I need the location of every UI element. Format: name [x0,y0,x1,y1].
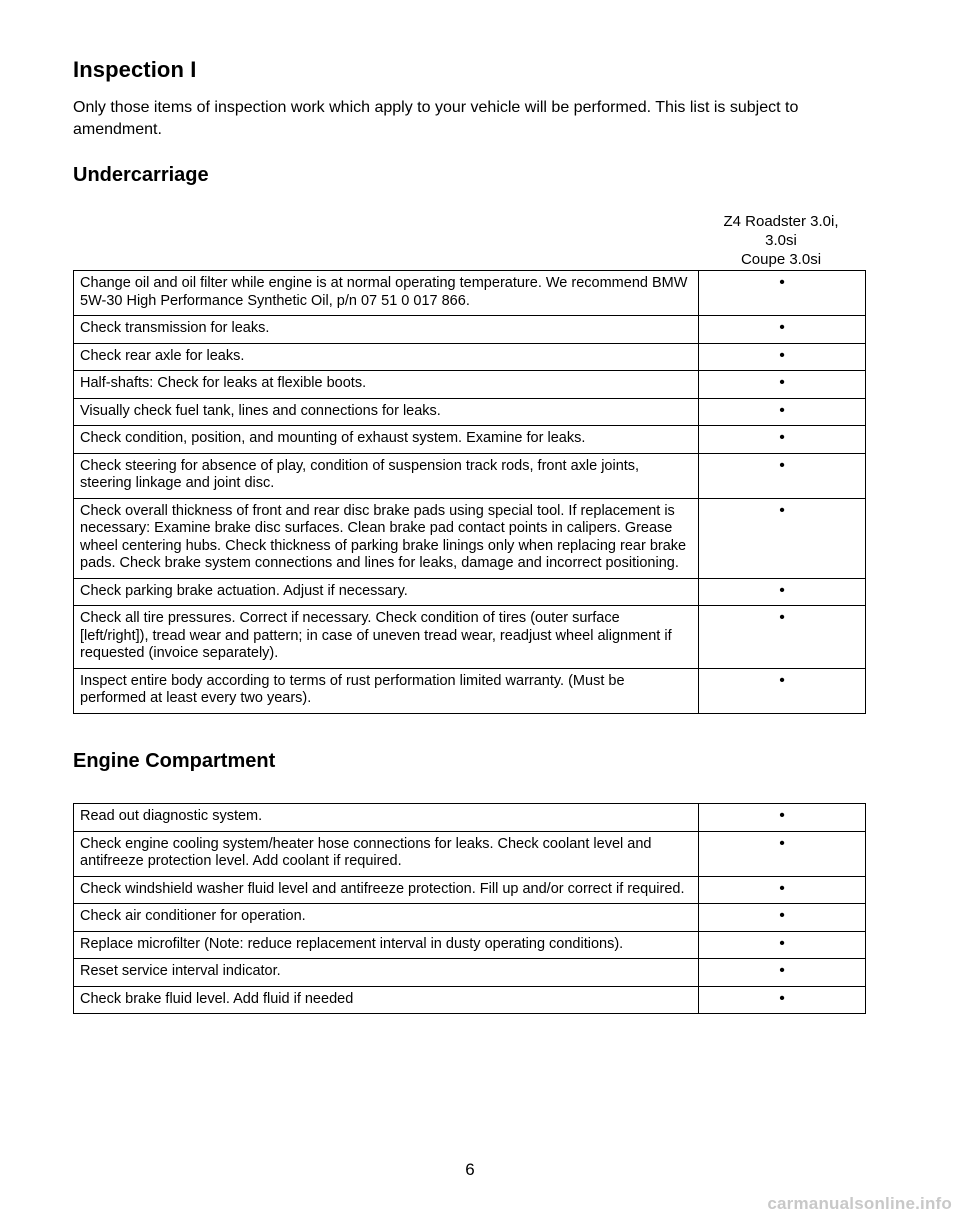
bullet-icon: • [779,456,785,474]
table-row [74,931,866,959]
applies-cell [699,876,866,904]
table-row [74,426,866,454]
applies-cell [699,271,866,316]
table-row [74,959,866,987]
bullet-icon: • [779,879,785,897]
task-description: Check steering for absence of play, condition of suspension track rods, front axle joints, steering linkage and joint disc. [74,453,699,498]
model-column-header [700,212,862,269]
task-description: Replace microfilter (Note: reduce replacement interval in dusty operating conditions). [74,931,699,959]
bullet-icon: • [779,989,785,1007]
table-row [74,316,866,344]
applies-cell [699,931,866,959]
task-description: Check engine cooling system/heater hose connections for leaks. Check coolant level and antifreeze protection level. Add coolant if required. [74,831,699,876]
engine-compartment-table [73,803,866,1014]
task-description: Visually check fuel tank, lines and connections for leaks. [74,398,699,426]
applies-cell [699,606,866,669]
bullet-icon: • [779,401,785,419]
table-row [74,904,866,932]
task-description: Check air conditioner for operation. [74,904,699,932]
task-description: Change oil and oil filter while engine is at normal operating temperature. We recommend BMW 5W-30 High Performance Synthetic Oil, p/n 07 51 0 017 866. [74,271,699,316]
model-header-line: 3.0si [765,232,797,249]
task-description: Reset service interval indicator. [74,959,699,987]
bullet-icon: • [779,907,785,924]
applies-cell [699,904,866,932]
task-description: Check parking brake actuation. Adjust if necessary. [74,578,699,606]
bullet-icon: • [779,274,785,291]
table-row [74,831,866,876]
table-row [74,876,866,904]
table-row [74,271,866,316]
intro-paragraph: Only those items of inspection work which apply to your vehicle will be performed. This list is subject to amendment. [73,99,799,138]
bullet-icon: • [779,962,785,979]
model-header-line: Coupe 3.0si [740,251,822,268]
table-row [74,986,866,1014]
page-number: 6 [465,1160,475,1179]
task-description: Inspect entire body according to terms of rust performation limited warranty. (Must be performed at least every two years). [74,668,699,713]
applies-cell [699,668,866,713]
task-description: Check condition, position, and mounting of exhaust system. Examine for leaks. [74,426,699,454]
task-description: Check rear axle for leaks. [74,343,699,371]
bullet-icon: • [779,934,785,952]
table-row [74,398,866,426]
task-description: Check brake fluid level. Add fluid if needed [74,986,699,1014]
applies-cell [699,371,866,399]
table-row [74,453,866,498]
bullet-icon: • [779,346,785,364]
applies-cell [699,986,866,1014]
undercarriage-table [73,270,866,714]
applies-cell [699,343,866,371]
task-description: Check windshield washer fluid level and antifreeze protection. Fill up and/or correct if required. [74,876,699,904]
task-description: Check overall thickness of front and rear disc brake pads using special tool. If replacement is necessary: Examine brake disc surfaces. Clean brake pad contact points in calipers. Grease wheel centering hubs. Check thickness of parking brake linings only when replacing rear brake pads. Check brake system connections and lines for leaks, damage and incorrect positioning. [74,498,699,578]
applies-cell [699,426,866,454]
model-header-line: Z4 Roadster 3.0i, [723,213,839,230]
applies-cell [699,316,866,344]
watermark-text: carmanualsonline.info [767,1194,952,1213]
bullet-icon: • [779,671,785,689]
table-row [74,371,866,399]
table-row [74,606,866,669]
bullet-icon: • [779,319,785,336]
page-title: Inspection I [73,57,197,82]
applies-cell [699,578,866,606]
table-row [74,578,866,606]
table-row [74,804,866,832]
table-row [74,498,866,578]
section-title-engine-compartment: Engine Compartment [73,750,276,772]
bullet-icon: • [779,834,785,852]
applies-cell [699,498,866,578]
bullet-icon: • [779,374,785,391]
bullet-icon: • [779,807,785,824]
applies-cell [699,453,866,498]
task-description: Check transmission for leaks. [74,316,699,344]
applies-cell [699,398,866,426]
applies-cell [699,959,866,987]
applies-cell [699,804,866,832]
task-description: Check all tire pressures. Correct if necessary. Check condition of tires (outer surface [left/right]), tread wear and pattern; in case of uneven tread wear, readjust wheel alignment if requested (invoice separately). [74,606,699,669]
task-description: Half-shafts: Check for leaks at flexible boots. [74,371,699,399]
bullet-icon: • [779,429,785,446]
bullet-icon: • [779,609,785,626]
task-description: Read out diagnostic system. [74,804,699,832]
applies-cell [699,831,866,876]
bullet-icon: • [779,581,785,599]
table-row [74,668,866,713]
bullet-icon: • [779,501,785,519]
section-title-undercarriage: Undercarriage [73,164,209,186]
table-row [74,343,866,371]
